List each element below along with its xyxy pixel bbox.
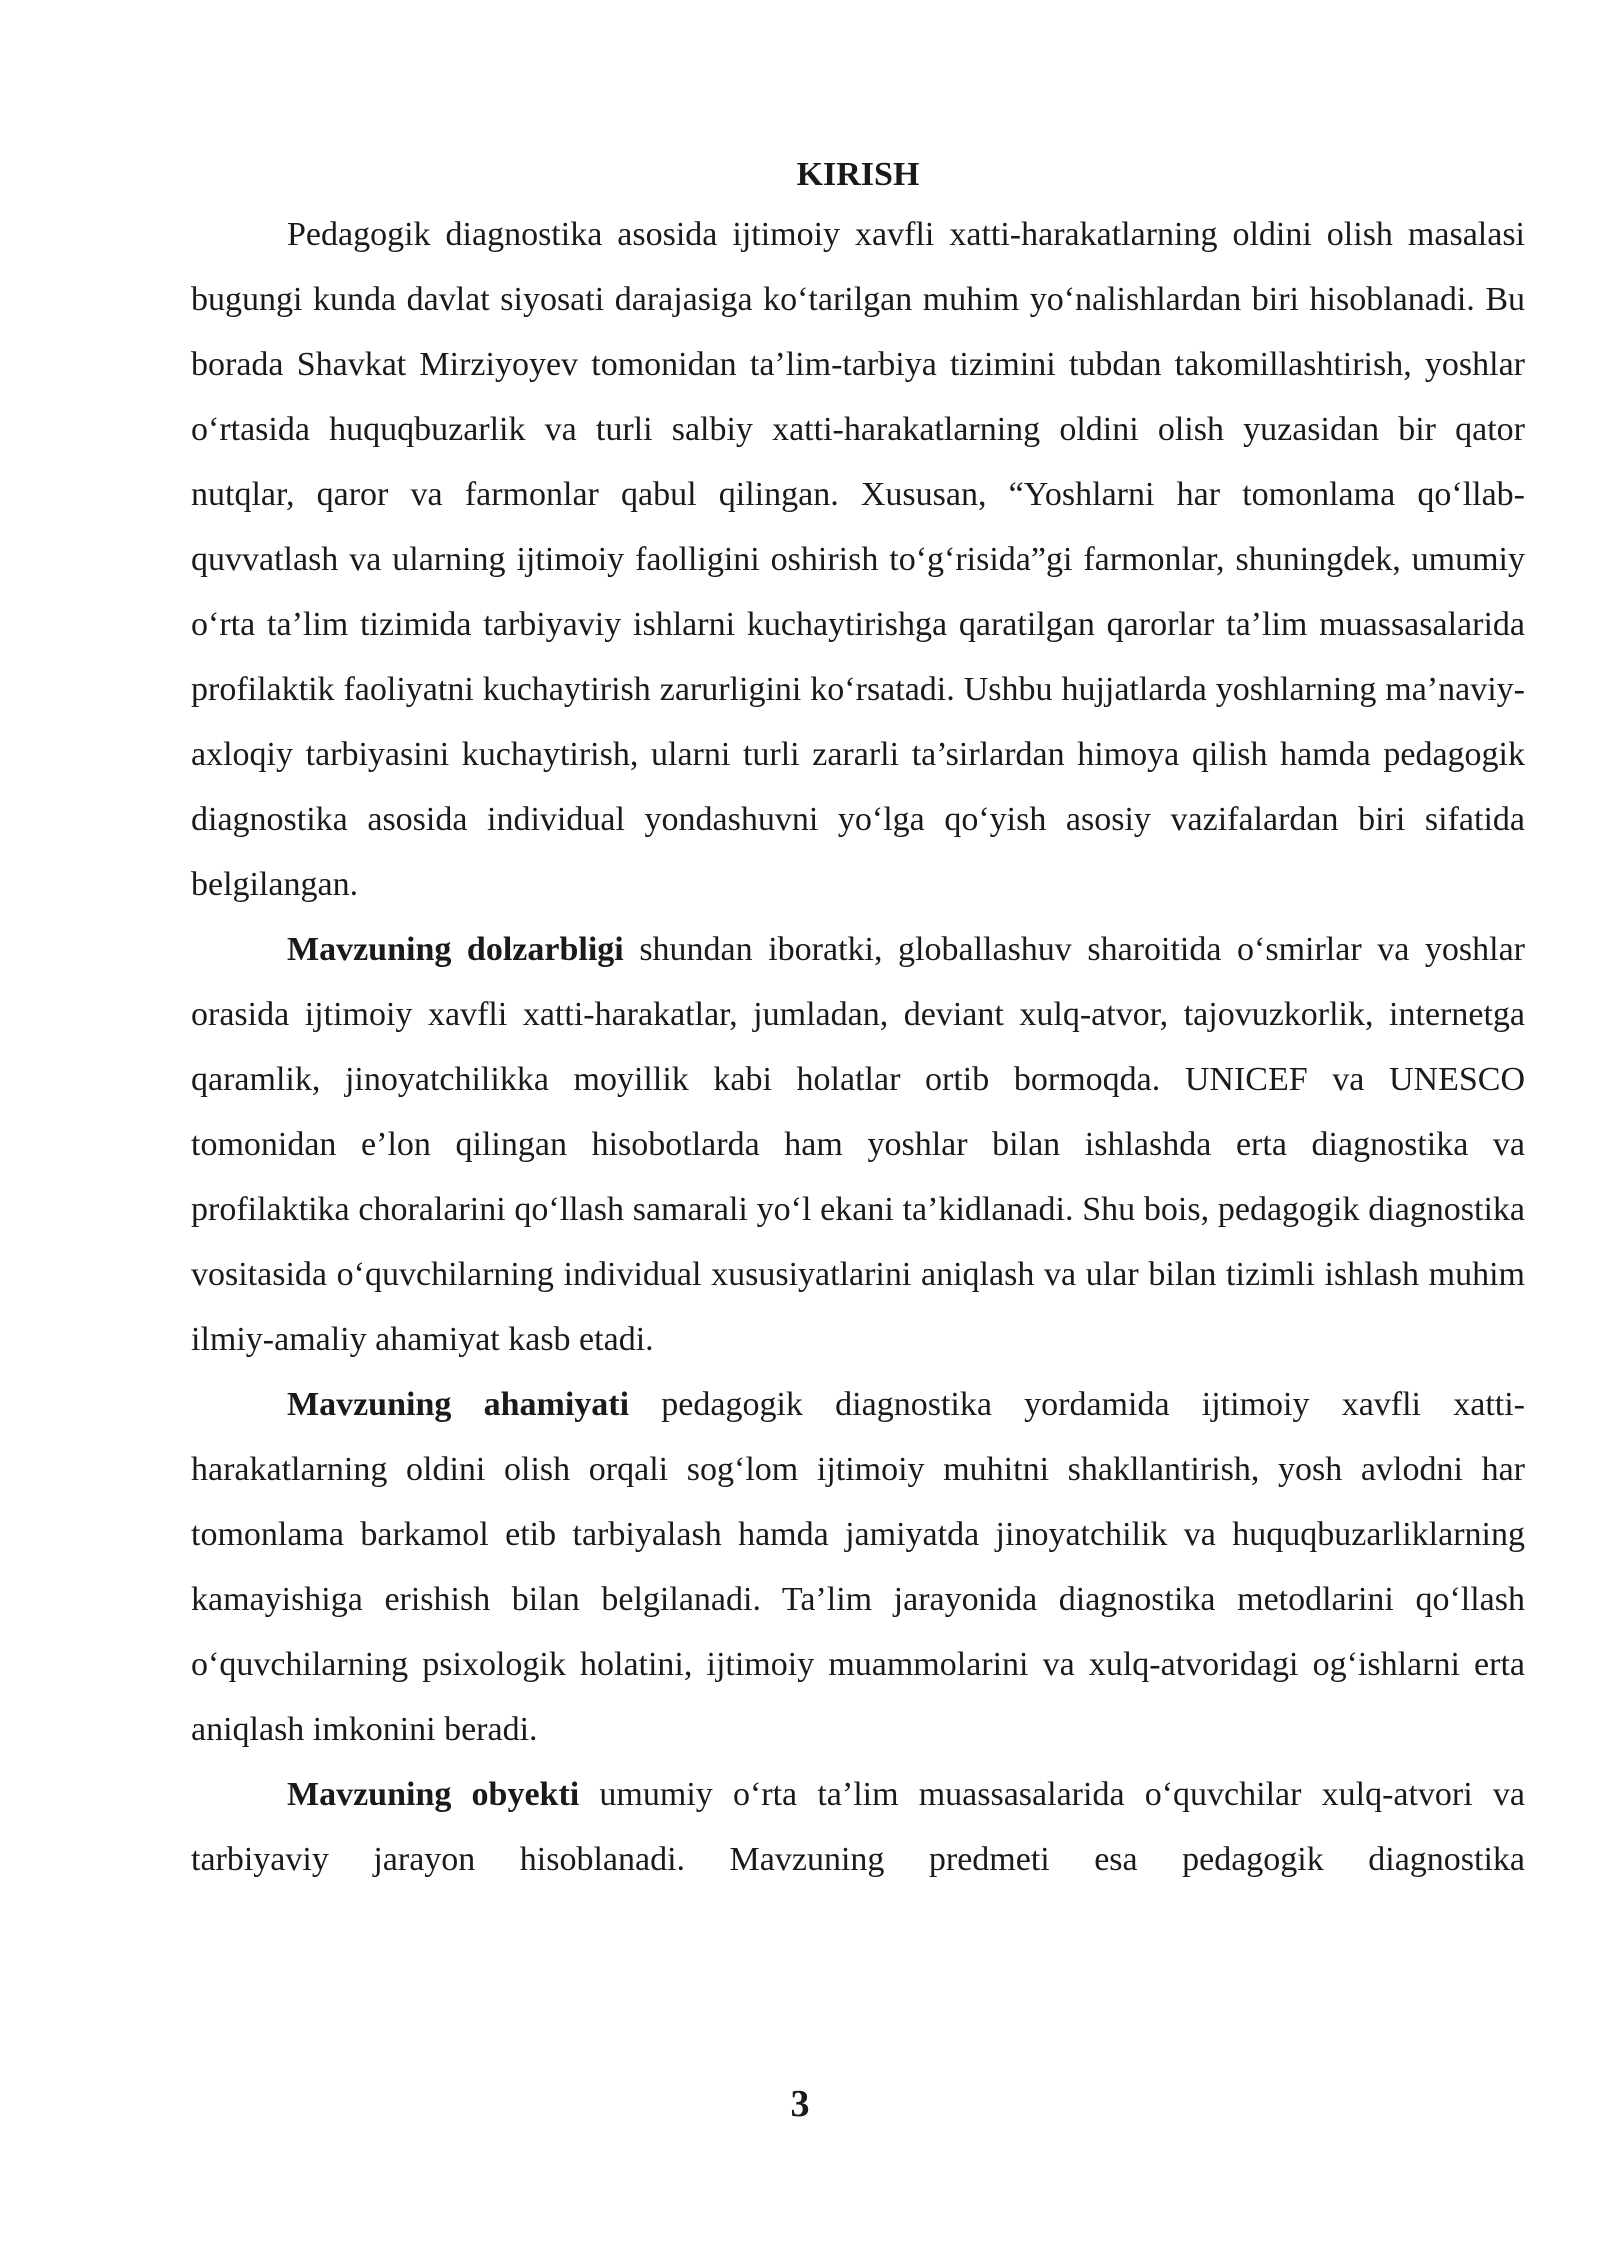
paragraph-text: umumiy o‘rta ta’lim muassasalarida o‘quvchilar xulq-atvori va tarbiyaviy jarayon hisoblanadi. Mavzuning predmeti esa pedagogik diagnostika <box>191 1776 1525 1878</box>
page-number: 3 <box>790 2083 810 2125</box>
paragraph-lead: Mavzuning dolzarbligi <box>287 931 624 968</box>
paragraph-relevance <box>191 917 1525 1372</box>
paragraph-text: pedagogik diagnostika yordamida ijtimoiy xavfli xatti-harakatlarning oldini olish orqali sog‘lom ijtimoiy muhitni shakllantirish, yosh avlodni har tomonlama barkamol etib tarbiyalash hamda jamiyatda jinoyatchilik va huquqbuzarliklarning kamayishiga erishish bilan belgilanadi. Ta’lim jarayonida diagnostika metodlarini qo‘llash o‘quvchilarning psixologik holatini, ijtimoiy muammolarini va xulq-atvoridagi og‘ishlarni erta aniqlash imkonini beradi. <box>191 1386 1525 1748</box>
paragraph-text: shundan iboratki, globallashuv sharoitida o‘smirlar va yoshlar orasida ijtimoiy xavfli xatti-harakatlar, jumladan, deviant xulq-atvor, tajovuzkorlik, internetga qaramlik, jinoyatchilikka moyillik kabi holatlar ortib bormoqda. UNICEF va UNESCO tomonidan e’lon qilingan hisobotlarda ham yoshlar bilan ishlashda erta diagnostika va profilaktika choralarini qo‘llash samarali yo‘l ekani ta’kidlanadi. Shu bois, pedagogik diagnostika vositasida o‘quvchilarning individual xususiyatlarini aniqlash va ular bilan tizimli ishlash muhim ilmiy-amaliy ahamiyat kasb etadi. <box>191 931 1526 1358</box>
paragraph-lead: Mavzuning ahamiyati <box>287 1386 630 1423</box>
document-body <box>191 148 1525 1892</box>
section-title: KIRISH <box>796 156 920 193</box>
paragraph-importance <box>191 1372 1525 1762</box>
paragraph-text: Pedagogik diagnostika asosida ijtimoiy xavfli xatti-harakatlarning oldini olish masalasi bugungi kunda davlat siyosati darajasiga ko‘tarilgan muhim yo‘nalishlardan biri hisoblanadi. Bu borada Shavkat Mirziyoyev tomonidan ta’lim-tarbiya tizimini tubdan takomillashtirish, yoshlar o‘rtasida huquqbuzarlik va turli salbiy xatti-harakatlarning oldini olish yuzasidan bir qator nutqlar, qaror va farmonlar qabul qilingan. Xususan, “Yoshlarni har tomonlama qo‘llab-quvvatlash va ularning ijtimoiy faolligini oshirish to‘g‘risida”gi farmonlar, shuningdek, umumiy o‘rta ta’lim tizimida tarbiyaviy ishlarni kuchaytirishga qaratilgan qarorlar ta’lim muassasalarida profilaktik faoliyatni kuchaytirish zarurligini ko‘rsatadi. Ushbu hujjatlarda yoshlarning ma’naviy-axloqiy tarbiyasini kuchaytirish, ularni turli zararli ta’sirlardan himoya qilish hamda pedagogik diagnostika asosida individual yondashuvni yo‘lga qo‘yish asosiy vazifalardan biri sifatida belgilangan. <box>191 216 1525 903</box>
paragraph-lead: Mavzuning obyekti <box>287 1776 580 1813</box>
paragraph-intro <box>191 202 1525 917</box>
paragraph-object <box>191 1762 1525 1892</box>
